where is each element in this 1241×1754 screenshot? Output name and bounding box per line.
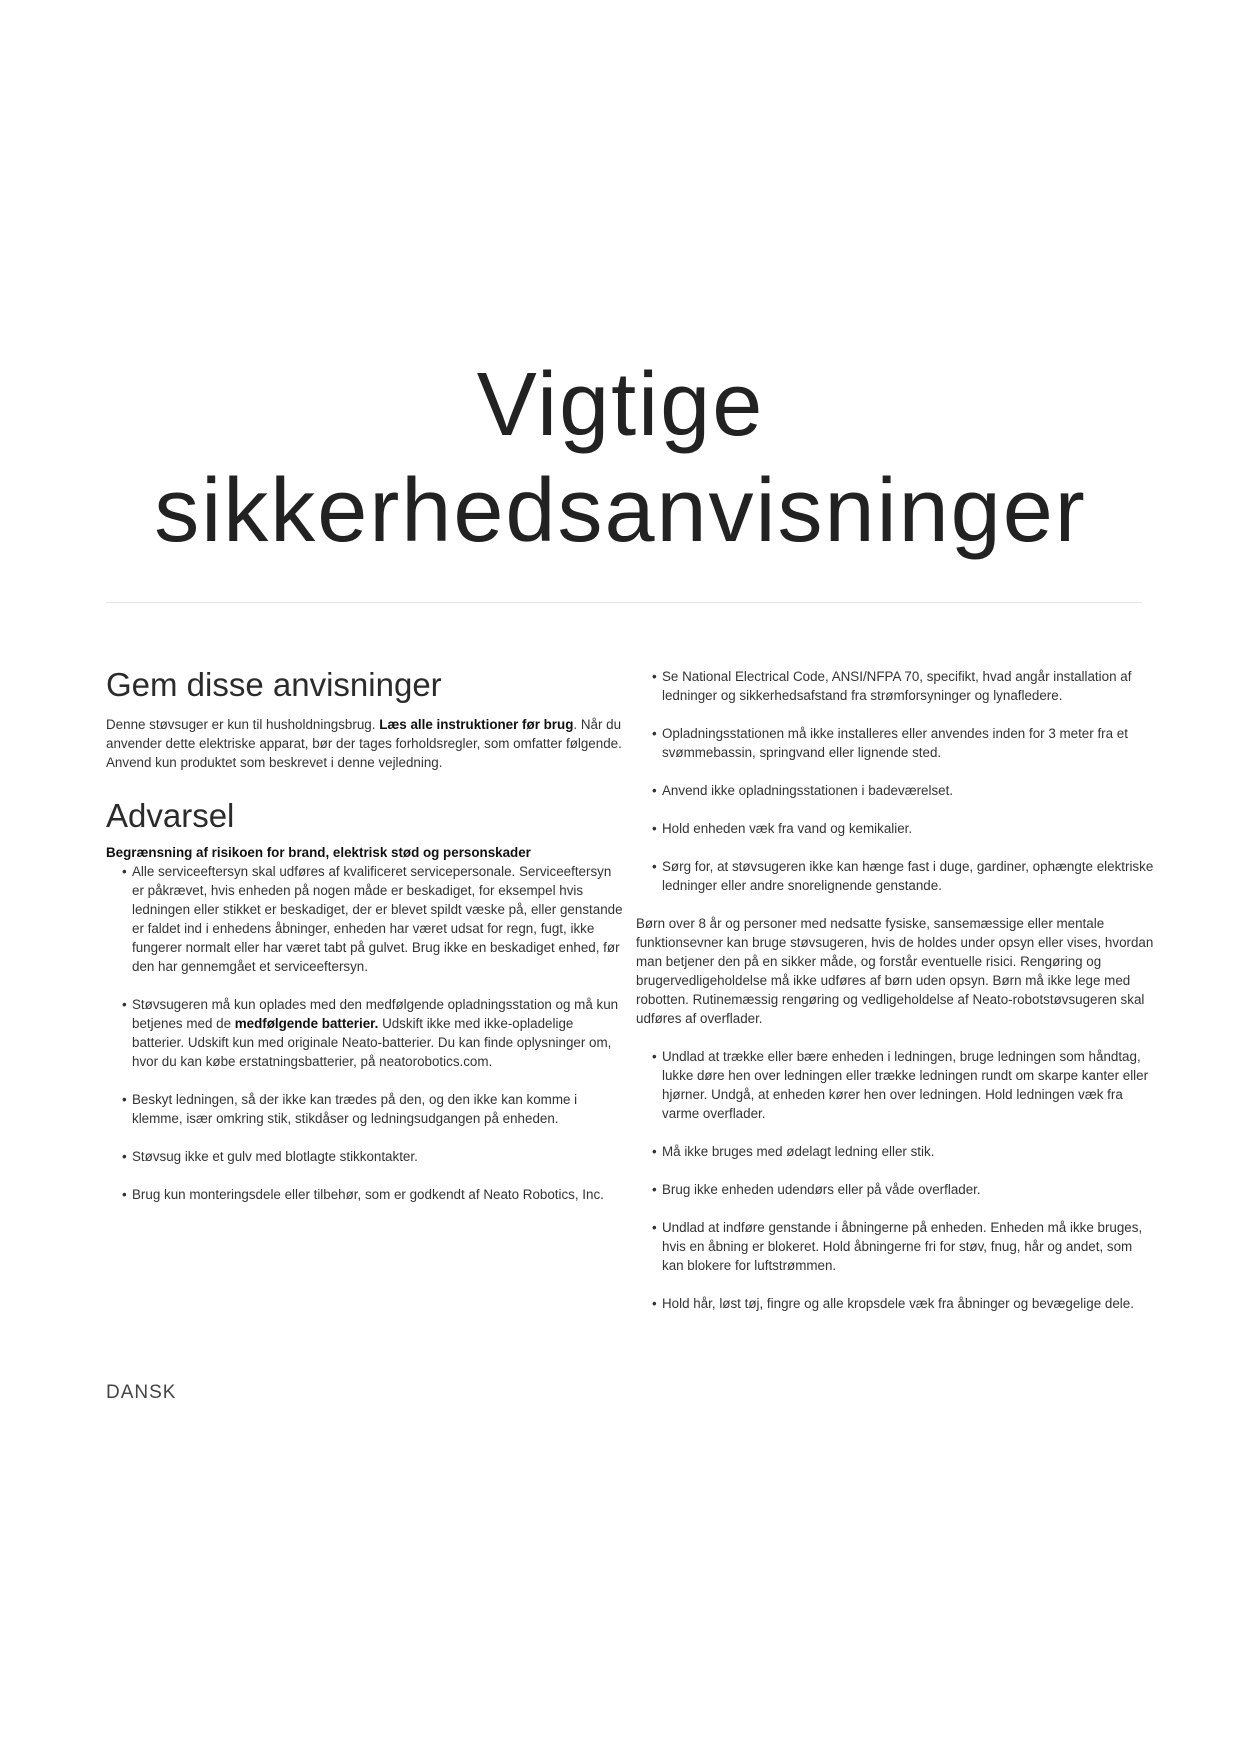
list-item-text: Undlad at trække eller bære enheden i ledningen, bruge ledningen som håndtag, lukke døre hen over ledningen eller trække ledningen rundt om skarpe kanter eller hjørner. Undgå, at enheden kører hen over ledningen. Hold ledningen væk fra varme overflader. [662,1049,1149,1121]
save-instructions-heading: Gem disse anvisninger [106,666,442,703]
bullet-icon: • [652,726,657,741]
bullet-icon: • [122,1187,127,1202]
list-item [636,1047,1156,1123]
list-item [636,1180,1156,1199]
list-item-text: Se National Electrical Code, ANSI/NFPA 70, specifikt, hvad angår installation af ledninger og sikkerhedsafstand fra strømforsyninger og lynafledere. [662,669,1132,703]
list-item [106,1147,626,1166]
bullet-icon: • [652,1182,657,1197]
bullet-icon: • [652,821,657,836]
list-item-text: Undlad at indføre genstande i åbningerne på enheden. Enheden må ikke bruges, hvis en åbning er blokeret. Hold åbningerne fri for støv, fnug, hår og andet, som kan blokere for luftstrømmen. [662,1220,1143,1273]
left-column [106,665,626,1223]
title-divider [106,602,1142,603]
list-item [636,819,1156,838]
page-title-line-2: sikkerhedsanvisninger [154,461,1087,561]
list-item-text: Hold enheden væk fra vand og kemikalier. [662,821,913,836]
intro-paragraph [106,715,626,772]
page-title-line-1: Vigtige [476,355,765,455]
bullet-icon: • [652,859,657,874]
list-item [636,1294,1156,1313]
list-item-text: Anvend ikke opladningsstationen i badeværelset. [662,783,954,798]
right-bullet-list-b [636,1047,1156,1313]
list-item [106,862,626,976]
list-item-text-2: Udskift ikke med ikke-opladelige batterier. Udskift kun med originale Neato-batterier. Du kan finde oplysninger om, hvor du kan købe erstatningsbatterier, på neatorobotics.com. [132,1016,612,1069]
list-item-text: Beskyt ledningen, så der ikke kan trædes på den, og den ikke kan komme i klemme, især omkring stik, stikdåser og ledningsudgangen på enheden. [132,1092,578,1126]
bullet-icon: • [122,1149,127,1164]
list-item [106,1090,626,1128]
list-item [636,857,1156,895]
list-item [106,995,626,1071]
list-item-text: Opladningsstationen må ikke installeres eller anvendes inden for 3 meter fra et svømmebassin, springvand eller lignende sted. [662,726,1128,760]
right-bullet-list-a [636,667,1156,895]
intro-text-2: . Når du anvender dette elektriske apparat, bør der tages forholdsregler, som omfatter følgende. Anvend kun produktet som beskrevet i denne vejledning. [106,717,622,770]
warning-heading: Advarsel [106,797,235,834]
list-item-text: Støvsug ikke et gulv med blotlagte stikkontakter. [132,1149,418,1164]
warning-bullet-list [106,862,626,1204]
list-item [106,1185,626,1204]
list-item [636,724,1156,762]
list-item-text: Hold hår, løst tøj, fingre og alle kropsdele væk fra åbninger og bevægelige dele. [662,1296,1134,1311]
list-item [636,1142,1156,1161]
right-column [636,667,1156,1332]
list-item [636,667,1156,705]
page-title [0,352,1241,564]
list-item [636,781,1156,800]
bullet-icon: • [652,1296,657,1311]
bullet-icon: • [652,783,657,798]
list-item-bold-text: medfølgende batterier. [234,1016,379,1031]
bullet-icon: • [652,1144,657,1159]
bullet-icon: • [122,997,127,1012]
bullet-icon: • [652,669,657,684]
bullet-icon: • [652,1049,657,1064]
intro-bold-text: Læs alle instruktioner før brug [379,717,574,732]
list-item-text: Brug ikke enheden udendørs eller på våde overflader. [662,1182,981,1197]
warning-subheading: Begrænsning af risikoen for brand, elektrisk stød og personskader [106,845,531,860]
language-label: DANSK [106,1382,177,1403]
children-paragraph: Børn over 8 år og personer med nedsatte fysiske, sansemæssige eller mentale funktionsevner kan bruge støvsugeren, hvis de holdes under opsyn eller vises, hvordan man betjener den på en sikker måde, og forstår eventuelle risici. Rengøring og brugervedligeholdelse må ikke udføres af børn uden opsyn. Børn må ikke lege med robotten. Rutinemæssig rengøring og vedligeholdelse af Neato-robotstøvsugeren skal udføres af overflader. [636,916,1154,1026]
bullet-icon: • [122,1092,127,1107]
list-item-text: Må ikke bruges med ødelagt ledning eller stik. [662,1144,935,1159]
list-item-text-1: Støvsugeren må kun oplades med den medfølgende opladningsstation og må kun betjenes med de [132,997,619,1031]
list-item-text [132,995,626,1071]
list-item-text: Alle serviceeftersyn skal udføres af kvalificeret servicepersonale. Serviceeftersyn er påkrævet, hvis enheden på nogen måde er beskadiget, for eksempel hvis ledningen eller stikket er beskadiget, der er blevet spildt væske på, eller genstande er faldet ind i enhedens åbninger, enheden har været udsat for regn, fugt, ikke fungerer normalt eller har været tabt på gulvet. Brug ikke en beskadiget enhed, før den har gennemgået et serviceeftersyn. [132,864,623,974]
bullet-icon: • [122,864,127,879]
list-item-text: Sørg for, at støvsugeren ikke kan hænge fast i duge, gardiner, ophængte elektriske ledninger eller andre snorelignende genstande. [662,859,1154,893]
list-item-text: Brug kun monteringsdele eller tilbehør, som er godkendt af Neato Robotics, Inc. [132,1187,604,1202]
bullet-icon: • [652,1220,657,1235]
intro-text-1: Denne støvsuger er kun til husholdningsbrug. [106,717,380,732]
list-item [636,1218,1156,1275]
